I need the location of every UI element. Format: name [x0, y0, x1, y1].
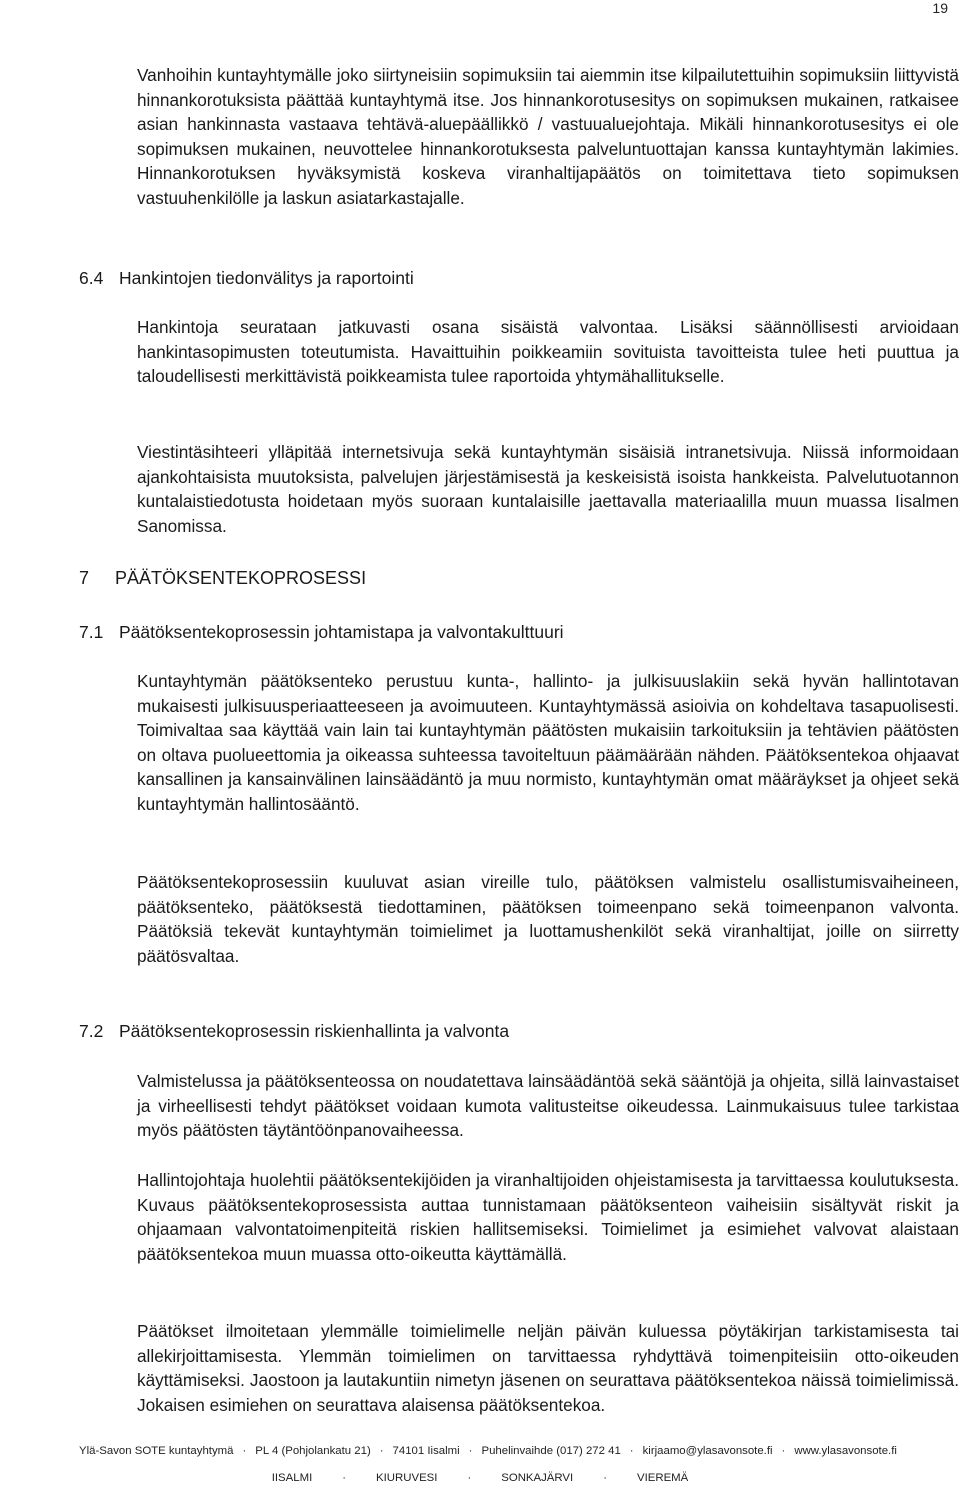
footer-town: IISALMI: [271, 1472, 313, 1484]
footer-separator: ·: [629, 1445, 634, 1457]
footer-separator: ·: [603, 1472, 607, 1484]
footer-town: SONKAJÄRVI: [501, 1472, 574, 1484]
paragraph-decision-process: Päätöksentekoprosessiin kuuluvat asian vireille tulo, päätöksen valmistelu osallistumisvaiheineen, päätöksenteko, päätöksestä tiedottaminen, päätöksen toimeenpano sekä toimeenpanon valvonta. Päätöksiä tekevät kuntayhtymän toimielimet ja luottamushenkilöt sekä viranhaltijat, joille on siirretty päätösvaltaa.: [137, 872, 959, 966]
paragraph-guidance: Hallintojohtaja huolehtii päätöksentekijöiden ja viranhaltijoiden ohjeistamisesta ja tarvittaessa koulutuksesta. Kuvaus päätöksentekoprosessista auttaa tunnistamaan päätöksenteon vaiheisiin sisältyvät riskit ja ohjaamaan valvontatoimenpiteitä riskien hallitsemiseksi. Toimielimet ja esimiehet valvovat alaistaan päätöksentekoa muun muassa otto-oikeutta käyttämällä.: [137, 1170, 959, 1264]
footer-org: Ylä-Savon SOTE kuntayhtymä: [79, 1445, 234, 1457]
paragraph-decision-basis: Kuntayhtymän päätöksenteko perustuu kunta-, hallinto- ja julkisuuslakiin sekä hyvän hallintotavan mukaisesti julkisuusperiaatteeseen ja avoimuuteen. Kuntayhtymässä asioivia on kohdeltava tasapuolisesti. Toimivaltaa saa käyttää vain lain tai kuntayhtymän päätösten mukaisiin tarkoituksiin ja tehtävien päätösten on oltava puolueettomia ja oikeassa suhteessa tavoiteltuun päämäärään nähden. Päätöksentekoa ohjaavat kansallinen ja kansainvälinen lainsäädäntö ja muu normisto, kuntayhtymän omat määräykset ja ohjeet sekä kuntayhtymän hallintosääntö.: [137, 671, 959, 814]
paragraph-procurement-monitoring: Hankintoja seurataan jatkuvasti osana sisäistä valvontaa. Lisäksi säännöllisesti arvioidaan hankintasopimusten toteutumista. Havaittuihin poikkeamiin sovituista tavoitteista tulee heti puuttua ja taloudellisesti merkittävistä poikkeamista tulee raportoida yhtymähallitukselle.: [137, 317, 959, 386]
footer-separator: ·: [781, 1445, 786, 1457]
heading-text: Hankintojen tiedonvälitys ja raportointi: [119, 268, 414, 288]
heading-number: 6.4: [79, 268, 104, 288]
footer-separator: ·: [342, 1472, 347, 1484]
footer-town: VIEREMÄ: [637, 1472, 689, 1484]
page-number: 19: [932, 0, 948, 16]
footer-separator: ·: [242, 1445, 247, 1457]
heading-text: Päätöksentekoprosessin johtamistapa ja valvontakulttuuri: [119, 622, 564, 642]
paragraph-price-increase: Vanhoihin kuntayhtymälle joko siirtyneisiin sopimuksiin tai aiemmin itse kilpailutettuihin sopimuksiin liittyvistä hinnankorotuksista päättää kuntayhtymä itse. Jos hinnankorotusesitys on sopimuksen mukainen, ratkaisee asian hankinnasta vastaava tehtävä-aluepäällikkö / vastuualuejohtaja. Mikäli hinnankorotusesitys ei ole sopimuksen mukainen, neuvottelee hinnankorotuksesta palveluntuottajan kanssa kuntayhtymän lakimies. Hinnankorotuksen hyväksymistä koskeva viranhaltijapäätös on toimitettava tieto sopimuksen vastuuhenkilölle ja laskun asiatarkastajalle.: [137, 65, 959, 208]
heading-text: Päätöksentekoprosessin riskienhallinta ja valvonta: [119, 1021, 510, 1041]
footer-separator: ·: [468, 1445, 473, 1457]
heading-7: [79, 566, 939, 590]
paragraph-reporting: Päätökset ilmoitetaan ylemmälle toimielimelle neljän päivän kuluessa pöytäkirjan tarkistamisesta tai allekirjoittamisesta. Ylemmän toimielimen on tarvittaessa ryhdyttävä toimenpiteisiin otto-oikeuden käyttämiseksi. Jaostoon ja lautakuntiin nimetyn jäsenen on seurattava päätöksentekoa näissä toimielimissä. Jokaisen esimiehen on seurattava alaisensa päätöksentekoa.: [137, 1321, 959, 1415]
heading-number: 7.1: [79, 622, 104, 642]
footer-towns: [0, 1470, 960, 1486]
footer-phone: Puhelinvaihde (017) 272 41: [481, 1445, 621, 1457]
paragraph-legislation: Valmistelussa ja päätöksenteossa on noudatettava lainsäädäntöä sekä sääntöjä ja ohjeita, sillä lainvastaiset ja virheellisesti tehdyt päätökset voidaan kumota valitusteitse oikeudessa. Lainmukaisuus tulee tarkistaa myös päätösten täytäntöönpanovaiheessa.: [137, 1071, 959, 1140]
heading-6-4: [79, 266, 939, 290]
footer-email: kirjaamo@ylasavonsote.fi: [642, 1445, 773, 1457]
heading-number: 7: [79, 568, 90, 588]
heading-7-2: [79, 1019, 939, 1043]
footer-contact: [79, 1443, 949, 1459]
footer-address: PL 4 (Pohjolankatu 21): [255, 1445, 371, 1457]
footer-web: www.ylasavonsote.fi: [794, 1445, 897, 1457]
footer-postal: 74101 Iisalmi: [392, 1445, 460, 1457]
heading-text: PÄÄTÖKSENTEKOPROSESSI: [115, 568, 367, 588]
footer-town: KIURUVESI: [376, 1472, 438, 1484]
footer-separator: ·: [379, 1445, 384, 1457]
footer-separator: ·: [467, 1472, 472, 1484]
heading-7-1: [79, 620, 939, 644]
heading-number: 7.2: [79, 1021, 104, 1041]
paragraph-communication: Viestintäsihteeri ylläpitää internetsivuja sekä kuntayhtymän sisäisiä intranetsivuja. Niissä informoidaan ajankohtaisista muutoksista, palvelujen järjestämisestä ja keskeisistä isoista hankkeista. Palvelutuotannon kuntalaistiedotusta hoidetaan myös suoraan kuntalaisille jaettavalla materiaalilla muun muassa Iisalmen Sanomissa.: [137, 442, 959, 536]
